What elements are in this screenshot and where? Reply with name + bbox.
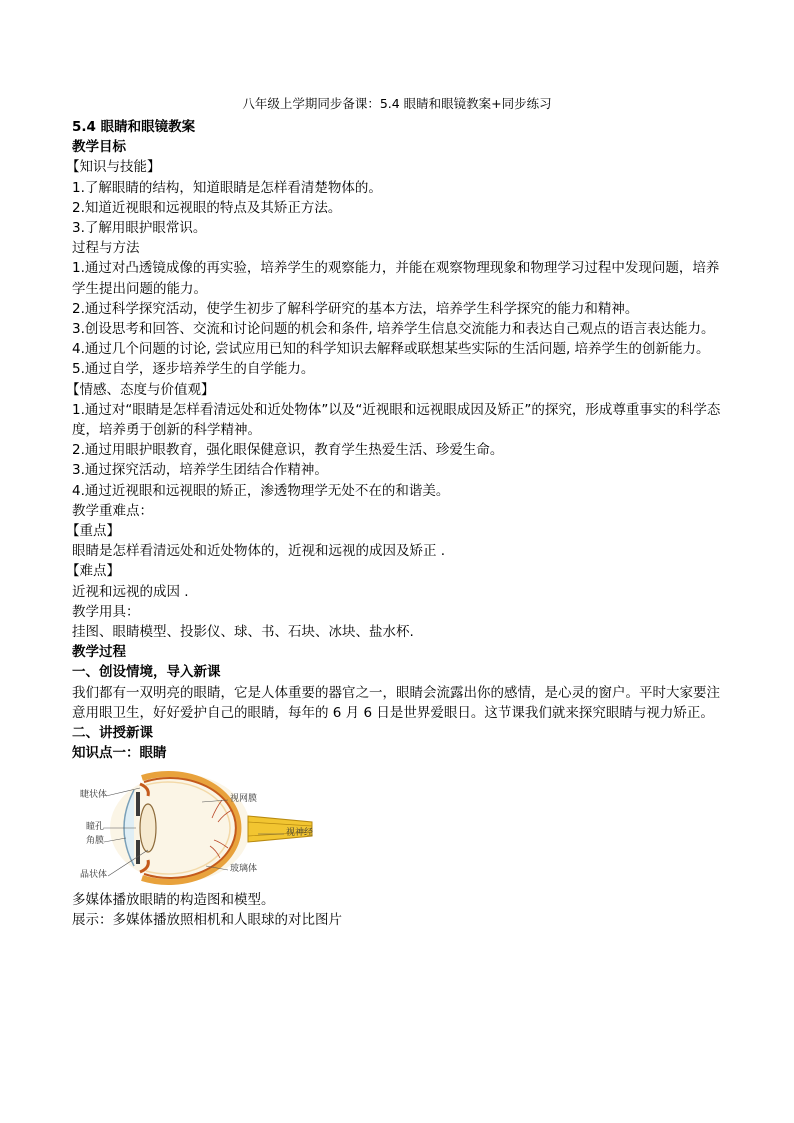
label-lens: 晶状体 [80, 869, 108, 880]
text-line: 一、创设情境，导入新课 [72, 664, 221, 681]
eye-structure-diagram [72, 770, 332, 888]
lesson-text-after-figure [72, 890, 724, 930]
text-line: 2.知道近视眼和远视眼的特点及其矫正方法。 [72, 199, 342, 216]
text-line: 3.创设思考和回答、交流和讨论问题的机会和条件, 培养学生信息交流能力和表达自己观点的语言表达能力。 [72, 321, 715, 338]
text-line: 4.通过近视眼和远视眼的矫正，渗透物理学无处不在的和谐美。 [72, 482, 450, 499]
text-line: 我们都有一双明亮的眼睛，它是人体重要的器官之一，眼睛会流露出你的感情，是心灵的窗户。平时大家要注意用眼卫生，好好爱护自己的眼睛，每年的 6 月 6 日是世界爱眼日。这节课我们就来探究眼睛与视力矫正。 [72, 684, 720, 721]
text-line: 【情感、态度与价值观】 [66, 381, 215, 398]
text-line: 【知识与技能】 [66, 159, 161, 176]
text-line: 知识点一：眼睛 [72, 745, 167, 762]
label-vitreous-body: 玻璃体 [230, 863, 258, 874]
text-line: 展示：多媒体播放照相机和人眼球的对比图片 [72, 911, 342, 928]
label-pupil: 瞳孔 [86, 821, 105, 832]
label-optic-nerve: 视神经 [286, 827, 314, 838]
text-line: 过程与方法 [72, 240, 140, 257]
text-line: 3.了解用眼护眼常识。 [72, 220, 207, 237]
text-line: 二、讲授新课 [72, 725, 153, 742]
text-line: 3.通过探究活动，培养学生团结合作精神。 [72, 462, 328, 479]
text-line: 近视和远视的成因 . [72, 583, 189, 600]
text-line: 2.通过用眼护眼教育，强化眼保健意识，教育学生热爱生活、珍爱生命。 [72, 442, 504, 459]
text-line: 教学过程 [72, 644, 126, 661]
text-line: 教学重难点： [72, 502, 153, 519]
text-line: 1.了解眼睛的结构，知道眼睛是怎样看清楚物体的。 [72, 179, 382, 196]
label-cornea: 角膜 [86, 835, 105, 846]
text-line: 教学目标 [72, 139, 126, 156]
text-line: 5.通过自学，逐步培养学生的自学能力。 [72, 361, 315, 378]
text-line: 挂图、眼睛模型、投影仪、球、书、石块、冰块、盐水杯. [72, 624, 414, 641]
lesson-text [66, 117, 724, 764]
label-retina: 视网膜 [230, 793, 258, 804]
text-line: 1.通过对凸透镜成像的再实验，培养学生的观察能力，并能在观察物理现象和物理学习过程中发现问题，培养学生提出问题的能力。 [72, 260, 720, 297]
text-line: 2.通过科学探究活动，使学生初步了解科学研究的基本方法，培养学生科学探究的能力和精神。 [72, 300, 639, 317]
text-line: 教学用具： [72, 603, 140, 620]
page-header: 八年级上学期同步备课：5.4 眼睛和眼镜教案+同步练习 [242, 96, 552, 111]
text-line: 【难点】 [66, 563, 120, 580]
text-line: 眼睛是怎样看清远处和近处物体的，近视和远视的成因及矫正 . [72, 543, 446, 560]
document-body [66, 117, 724, 930]
text-line: 5.4 眼睛和眼镜教案 [72, 119, 196, 135]
text-line: 4.通过几个问题的讨论, 尝试应用已知的科学知识去解释或联想某些实际的生活问题, 培养学生的创新能力。 [72, 341, 710, 358]
text-line: 1.通过对“眼睛是怎样看清远处和近处物体”以及“近视眼和远视眼成因及矫正”的探究，形成尊重事实的科学态度，培养勇于创新的科学精神。 [72, 401, 721, 439]
label-ciliary-body: 睫状体 [80, 789, 108, 800]
text-line: 【重点】 [66, 523, 120, 540]
text-line: 多媒体播放眼睛的构造图和模型。 [72, 891, 275, 908]
